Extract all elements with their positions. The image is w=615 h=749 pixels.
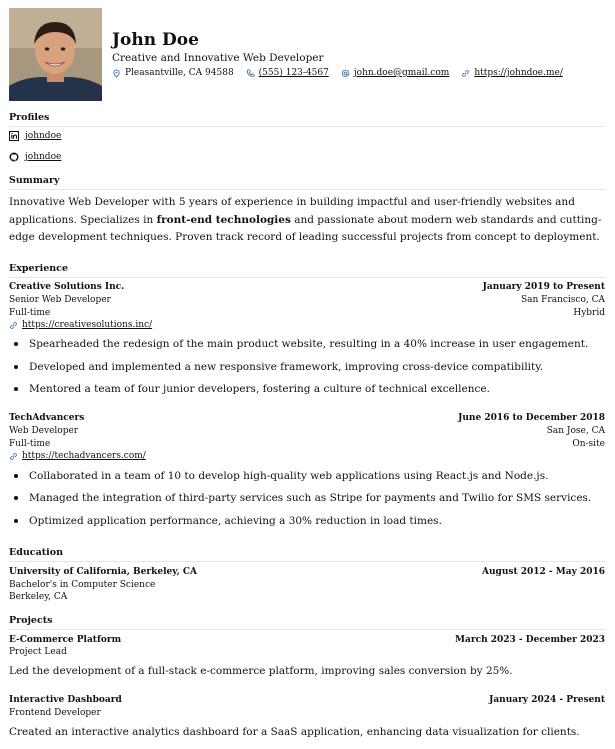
- summary-heading: Summary: [9, 175, 60, 186]
- job-2-date: June 2016 to December 2018: [458, 413, 605, 423]
- job-2-url[interactable]: https://techadvancers.com/: [22, 451, 146, 461]
- bullet-text: Collaborated in a team of 10 to develop high-quality web applications using React.js and Node.js.: [29, 470, 549, 482]
- at-sign-icon: [341, 69, 350, 78]
- resume-header: [9, 8, 609, 102]
- location-text: Pleasantville, CA 94588: [125, 68, 234, 78]
- education-1-date: August 2012 - May 2016: [482, 567, 605, 577]
- project-2-name: Interactive Dashboard: [9, 695, 122, 705]
- profile-photo: [9, 8, 102, 101]
- job-1-mode: Hybrid: [573, 308, 605, 318]
- list-item: [14, 492, 591, 504]
- list-item: [14, 470, 548, 482]
- job-2-url-item[interactable]: [9, 451, 146, 461]
- email-link[interactable]: john.doe@gmail.com: [353, 68, 450, 78]
- link-icon: [461, 69, 470, 78]
- education-divider: [9, 561, 605, 562]
- person-name: John Doe: [112, 30, 199, 50]
- bullet-text: Optimized application performance, achieving a 30% reduction in load times.: [29, 515, 442, 527]
- summary-part-1: Innovative Web Developer with 5 years of experience in building impactful and user-friendly websites and applications. Specializes in: [9, 196, 575, 226]
- job-2-mode: On-site: [572, 439, 605, 449]
- summary-divider: [9, 189, 605, 190]
- link-icon: [9, 452, 18, 461]
- phone-icon: [246, 69, 255, 78]
- summary-text: [9, 194, 605, 247]
- job-1-type: Full-time: [9, 308, 51, 318]
- list-item: [14, 338, 588, 350]
- job-1-position: Senior Web Developer: [9, 295, 111, 305]
- job-1-url[interactable]: https://creativesolutions.inc/: [22, 320, 153, 330]
- headline: Creative and Innovative Web Developer: [112, 52, 324, 64]
- project-1-description: Led the development of a full-stack e-commerce platform, improving sales conversion by 25%.: [9, 665, 513, 677]
- email-item[interactable]: [341, 68, 449, 78]
- project-2-role: Frontend Developer: [9, 708, 101, 718]
- job-2-position: Web Developer: [9, 426, 79, 436]
- linkedin-icon: [9, 131, 19, 141]
- bullet-text: Developed and implemented a new responsive framework, improving cross-device compatibility.: [29, 361, 544, 373]
- profiles-heading: Profiles: [9, 112, 50, 123]
- job-2-type: Full-time: [9, 439, 51, 449]
- education-heading: Education: [9, 547, 63, 558]
- bullet-text: Managed the integration of third-party services such as Stripe for payments and Twilio for SMS services.: [29, 492, 592, 504]
- github-icon: [9, 152, 19, 162]
- website-item[interactable]: [461, 68, 563, 78]
- job-1-date: January 2019 to Present: [482, 282, 605, 292]
- bullet-dot: [14, 519, 18, 523]
- project-2-date: January 2024 - Present: [489, 695, 605, 705]
- map-pin-icon: [112, 69, 121, 78]
- bullet-dot: [14, 365, 18, 369]
- list-item: [14, 383, 490, 395]
- projects-heading: Projects: [9, 615, 53, 626]
- education-1-degree: Bachelor's in Computer Science: [9, 580, 156, 590]
- project-1-date: March 2023 - December 2023: [455, 635, 605, 645]
- profile-github[interactable]: [9, 152, 61, 162]
- project-2-description: Created an interactive analytics dashboard for a SaaS application, enhancing data visualization for clients.: [9, 726, 580, 738]
- project-1-role: Project Lead: [9, 647, 67, 657]
- summary-part-2: and passionate about modern web standards and cutting-edge development techniques. Proven track record of leading successful projects from concept to deployment.: [9, 213, 602, 244]
- summary-highlight: front-end technologies: [156, 213, 291, 226]
- list-item: [14, 361, 543, 373]
- bullet-dot: [14, 496, 18, 500]
- location-item: [112, 68, 234, 78]
- job-1-url-item[interactable]: [9, 320, 152, 330]
- projects-divider: [9, 629, 605, 630]
- contact-row: [112, 68, 563, 78]
- profile-linkedin[interactable]: [9, 131, 61, 141]
- github-username[interactable]: johndoe: [25, 152, 62, 162]
- website-link[interactable]: https://johndoe.me/: [474, 68, 563, 78]
- bullet-dot: [14, 474, 18, 478]
- education-1-location: Berkeley, CA: [9, 592, 68, 602]
- link-icon: [9, 321, 18, 330]
- bullet-text: Spearheaded the redesign of the main product website, resulting in a 40% increase in user engagement.: [29, 338, 589, 350]
- project-1-name: E-Commerce Platform: [9, 635, 122, 645]
- education-1-institution: University of California, Berkeley, CA: [9, 567, 197, 577]
- list-item: [14, 515, 442, 527]
- profiles-divider: [9, 126, 605, 127]
- experience-heading: Experience: [9, 263, 68, 274]
- experience-divider: [9, 277, 605, 278]
- job-1-company: Creative Solutions Inc.: [9, 282, 125, 292]
- phone-item[interactable]: [246, 68, 329, 78]
- job-2-company: TechAdvancers: [9, 413, 85, 423]
- job-2-location: San Jose, CA: [546, 426, 605, 436]
- phone-link[interactable]: (555) 123-4567: [258, 68, 329, 78]
- bullet-dot: [14, 387, 18, 391]
- linkedin-username[interactable]: johndoe: [25, 131, 62, 141]
- bullet-text: Mentored a team of four junior developers, fostering a culture of technical excellence.: [29, 383, 490, 395]
- bullet-dot: [14, 342, 18, 346]
- job-1-location: San Francisco, CA: [520, 295, 605, 305]
